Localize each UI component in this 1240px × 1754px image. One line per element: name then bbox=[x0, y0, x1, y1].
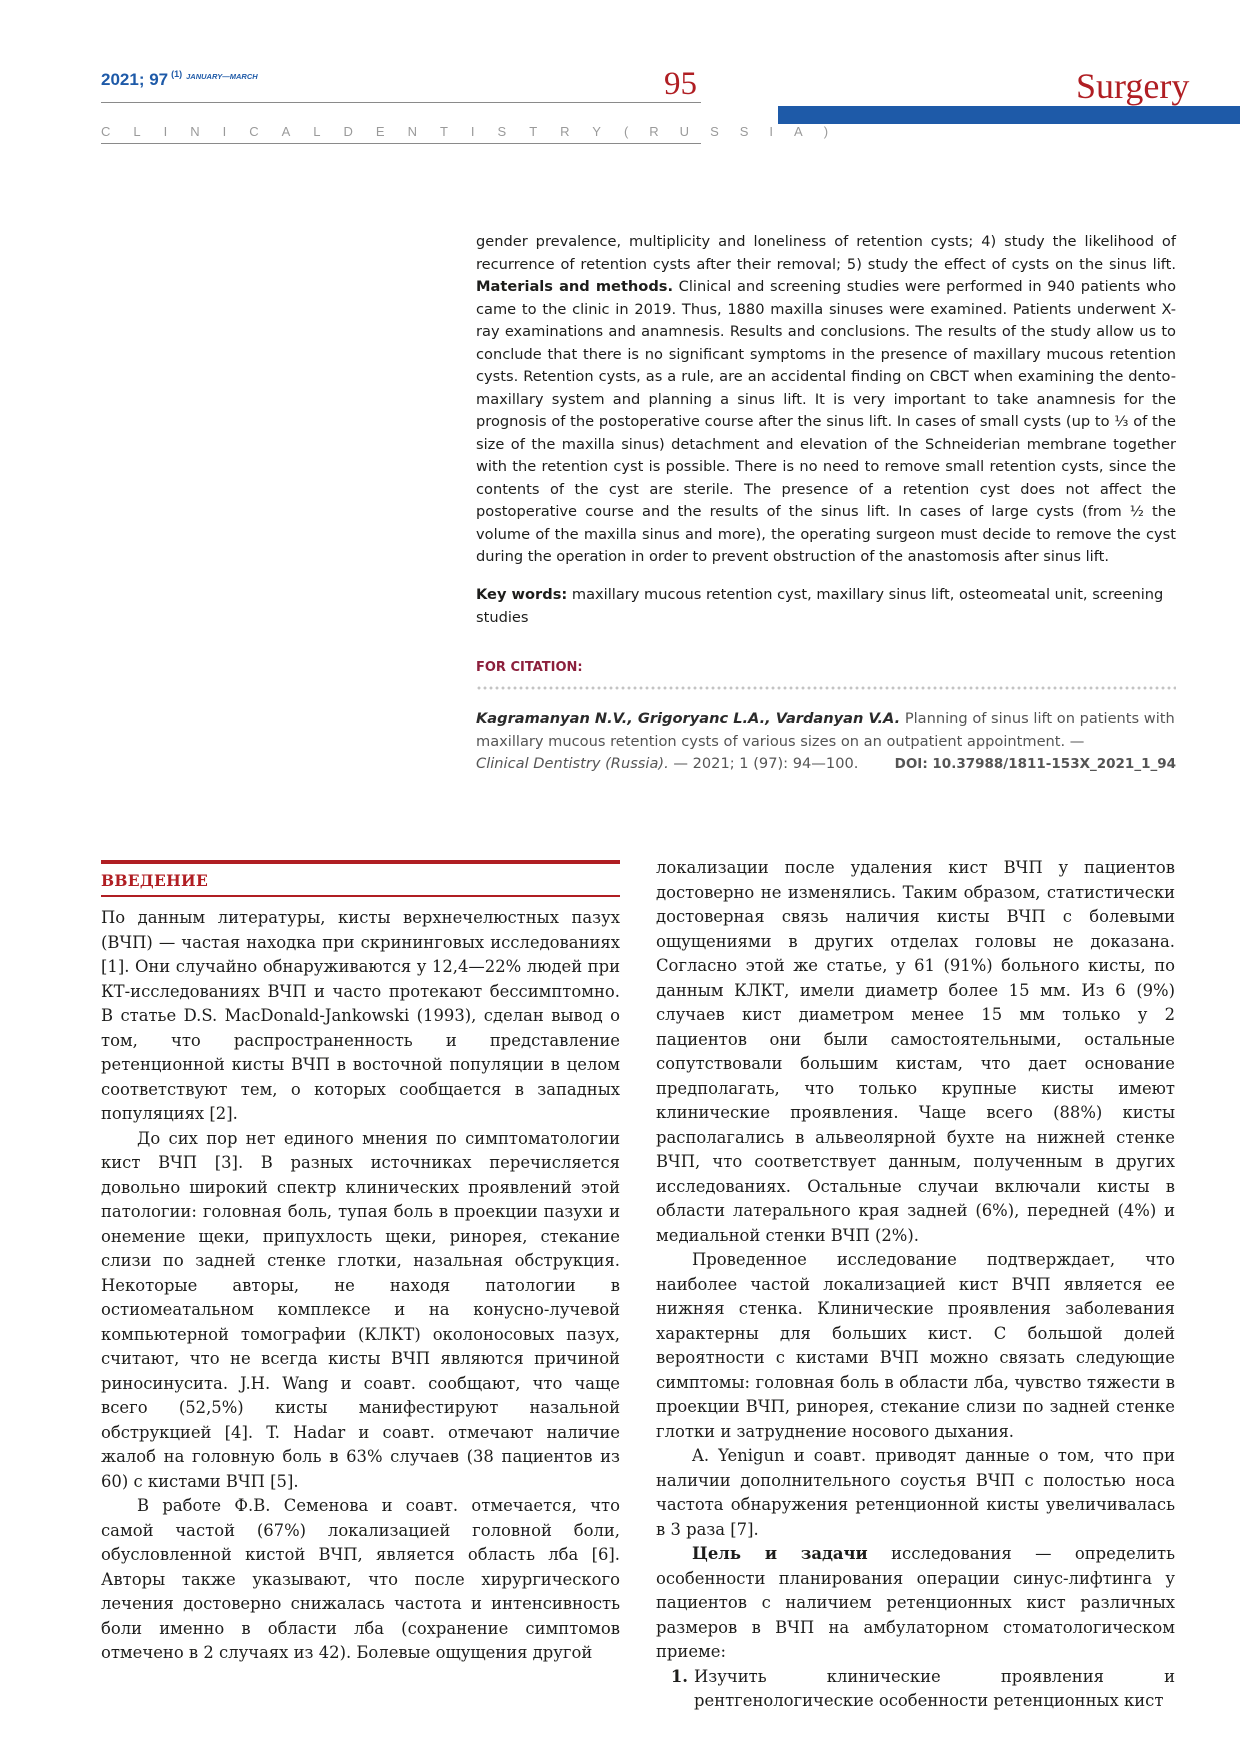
keywords-label: Key words: bbox=[476, 586, 568, 603]
intro-heading: ВВЕДЕНИЕ bbox=[101, 871, 209, 890]
issue-year-volume: 2021; 97 bbox=[101, 70, 169, 89]
citation-doi[interactable]: DOI: 10.37988/1811-153X_2021_1_94 bbox=[894, 756, 1176, 772]
intro-rule-bottom bbox=[101, 895, 620, 897]
aims-text: исследования — определить особенности планирования операции синус-лифтинга у пациентов с наличием ретенционных кист различных размеров в ВЧП на амбулаторном стоматологическом приеме: bbox=[656, 1544, 1175, 1661]
task-number: 1. bbox=[670, 1666, 688, 1686]
issue-number: (1) bbox=[171, 69, 183, 79]
intro-paragraph-5: Проведенное исследование подтверждает, что наиболее частой локализацией кист ВЧП является ее нижняя стенка. Клинические проявления заболевания характерны для больших кист. С большой долей вероятности с кистами ВЧП можно связать следующие симптомы: головная боль в области лба, чувство тяжести в проекции ВЧП, ринорея, стекание слизи по задней стенке глотки и затруднение носового дыхания. bbox=[656, 1250, 1175, 1441]
citation bbox=[476, 708, 1176, 776]
right-column bbox=[656, 856, 1175, 1714]
issue-months: JANUARY—MARCH bbox=[186, 72, 258, 81]
page-number: 95 bbox=[664, 66, 697, 102]
aims-label: Цель и задачи bbox=[692, 1544, 868, 1563]
journal-word-1: CLINICAL bbox=[101, 124, 344, 139]
intro-paragraph-2: До сих пор нет единого мнения по симптоматологии кист ВЧП [3]. В разных источниках перечисляется довольно широкий спектр клинических проявлений этой патологии: головная боль, тупая боль в проекции пазухи и онемение щеки, припухлость щеки, ринорея, стекание слизи по задней стенке глотки, назальная обструкция. Некоторые авторы, не находя патологии в остиомеатальном комплексе и на конусно-лучевой компьютерной томографии (КЛКТ) околоносовых пазух, считают, что не всегда кисты ВЧП являются причиной риносинусита. J.H. Wang и соавт. сообщают, что чаще всего (52,5%) кисты манифестируют назальной обструкцией [4]. T. Hadar и соавт. отмечают наличие жалоб на головную боль в 63% случаев (38 пациентов из 60) с кистами ВЧП [5]. bbox=[101, 1128, 620, 1491]
citation-divider bbox=[476, 686, 1176, 690]
materials-label: Materials and methods. bbox=[476, 278, 674, 295]
section-bar bbox=[778, 106, 1240, 124]
citation-doi-row bbox=[476, 753, 1176, 776]
citation-label: FOR CITATION: bbox=[476, 660, 583, 675]
journal-word-2: DENTISTRY bbox=[343, 124, 624, 139]
intro-paragraph-3: В работе Ф.В. Семенова и соавт. отмечается, что самой частой (67%) локализацией головной боли, обусловленной кистой ВЧП, является область лба [6]. Авторы также указывают, что после хирургического лечения достоверно снижалась частота и интенсивность боли именно в области лба (сохранение симптомов отмечено в 2 случаях из 42). Болевые ощущения другой bbox=[101, 1496, 620, 1662]
citation-source bbox=[476, 753, 858, 776]
intro-rule-top bbox=[101, 860, 620, 864]
citation-journal: Clinical Dentistry (Russia). bbox=[476, 755, 669, 772]
keywords bbox=[476, 584, 1176, 629]
left-column bbox=[101, 906, 620, 1666]
task-item bbox=[656, 1665, 1175, 1714]
abstract-part-1: gender prevalence, multiplicity and loneliness of retention cysts; 4) study the likelihood of recurrence of retention cysts after their removal; 5) study the effect of cysts on the sinus lift. bbox=[476, 233, 1176, 273]
header-rule-bottom bbox=[101, 143, 701, 144]
citation-details: — 2021; 1 (97): 94—100. bbox=[673, 755, 859, 772]
intro-paragraph-4: локализации после удаления кист ВЧП у пациентов достоверно не изменялись. Таким образом, статистически достоверная связь наличия кисты ВЧП с болевыми ощущениями в других отделах головы не доказана. Согласно этой же статье, у 61 (91%) больного кисты, по данным КЛКТ, имели диаметр более 15 мм. Из 6 (9%) случаев кист диаметром менее 15 мм только у 2 пациентов они были самостоятельными, остальные сопутствовали большим кистам, что дает основание предполагать, что только крупные кисты имеют клинические проявления. Чаще всего (88%) кисты располагались в альвеолярной бухте на нижней стенке ВЧП, что соответствует данным, полученным в других исследованиях. Остальные случаи включали кисты в области латерального края задней (6%), передней (4%) и медиальной стенки ВЧП (2%). bbox=[656, 858, 1175, 1245]
citation-authors: Kagramanyan N.V., Grigoryanc L.A., Vardanyan V.A. bbox=[476, 710, 901, 727]
intro-paragraph-6: A. Yenigun и соавт. приводят данные о том, что при наличии дополнительного соустья ВЧП с полостью носа частота обнаружения ретенционной кисты увеличивалась в 3 раза [7]. bbox=[656, 1446, 1175, 1539]
intro-paragraph-1: По данным литературы, кисты верхнечелюстных пазух (ВЧП) — частая находка при скрининговых исследованиях [1]. Они случайно обнаруживаются у 12,4—22% людей при КТ-исследованиях ВЧП и часто протекают бессимптомно. В статье D.S. MacDonald-Jankowski (1993), сделан вывод о том, что распространенность и представление ретенционной кисты ВЧП в восточной популяции в целом соответствуют тем, о которых сообщается в западных популяциях [2]. bbox=[101, 908, 620, 1123]
header-rule-top bbox=[101, 102, 701, 103]
abstract-part-2: Clinical and screening studies were performed in 940 patients who came to the clinic in 2019. Thus, 1880 maxilla sinuses were examined. Patients underwent X-ray examinations and anamnesis. Results and conclusions. The results of the study allow us to conclude that there is no significant symptoms in the presence of maxillary mucous retention cysts. Retention cysts, as a rule, are an accidental finding on CBCT when examining the dento-maxillary system and planning a sinus lift. It is very important to take anamnesis for the prognosis of the postoperative course after the sinus lift. In cases of small cysts (up to ⅓ of the size of the maxilla sinus) detachment and elevation of the Schneiderian membrane together with the retention cyst is possible. There is no need to remove small retention cysts, since the contents of the cyst are sterile. The presence of a retention cyst does not affect the postoperative course and the results of the sinus lift. In cases of large cysts (from ½ the volume of the maxilla sinus and more), the operating surgeon must decide to remove the cyst during the operation in order to prevent obstruction of the anastomosis after sinus lift. bbox=[476, 278, 1177, 565]
task-text: Изучить клинические проявления и рентгенологические особенности ретенционных кист bbox=[694, 1666, 1175, 1710]
journal-name bbox=[101, 124, 850, 139]
citation-title: Planning of sinus lift on patients with maxillary mucous retention cysts of various sizes on an outpatient appointment. — bbox=[476, 710, 1175, 750]
keywords-text: maxillary mucous retention cyst, maxillary sinus lift, osteomeatal unit, screening studies bbox=[476, 586, 1164, 626]
journal-word-3: (RUSSIA) bbox=[623, 124, 850, 139]
abstract bbox=[476, 231, 1176, 569]
aims-paragraph bbox=[656, 1542, 1175, 1665]
section-title: Surgery bbox=[1076, 66, 1190, 106]
issue-info bbox=[101, 70, 258, 90]
